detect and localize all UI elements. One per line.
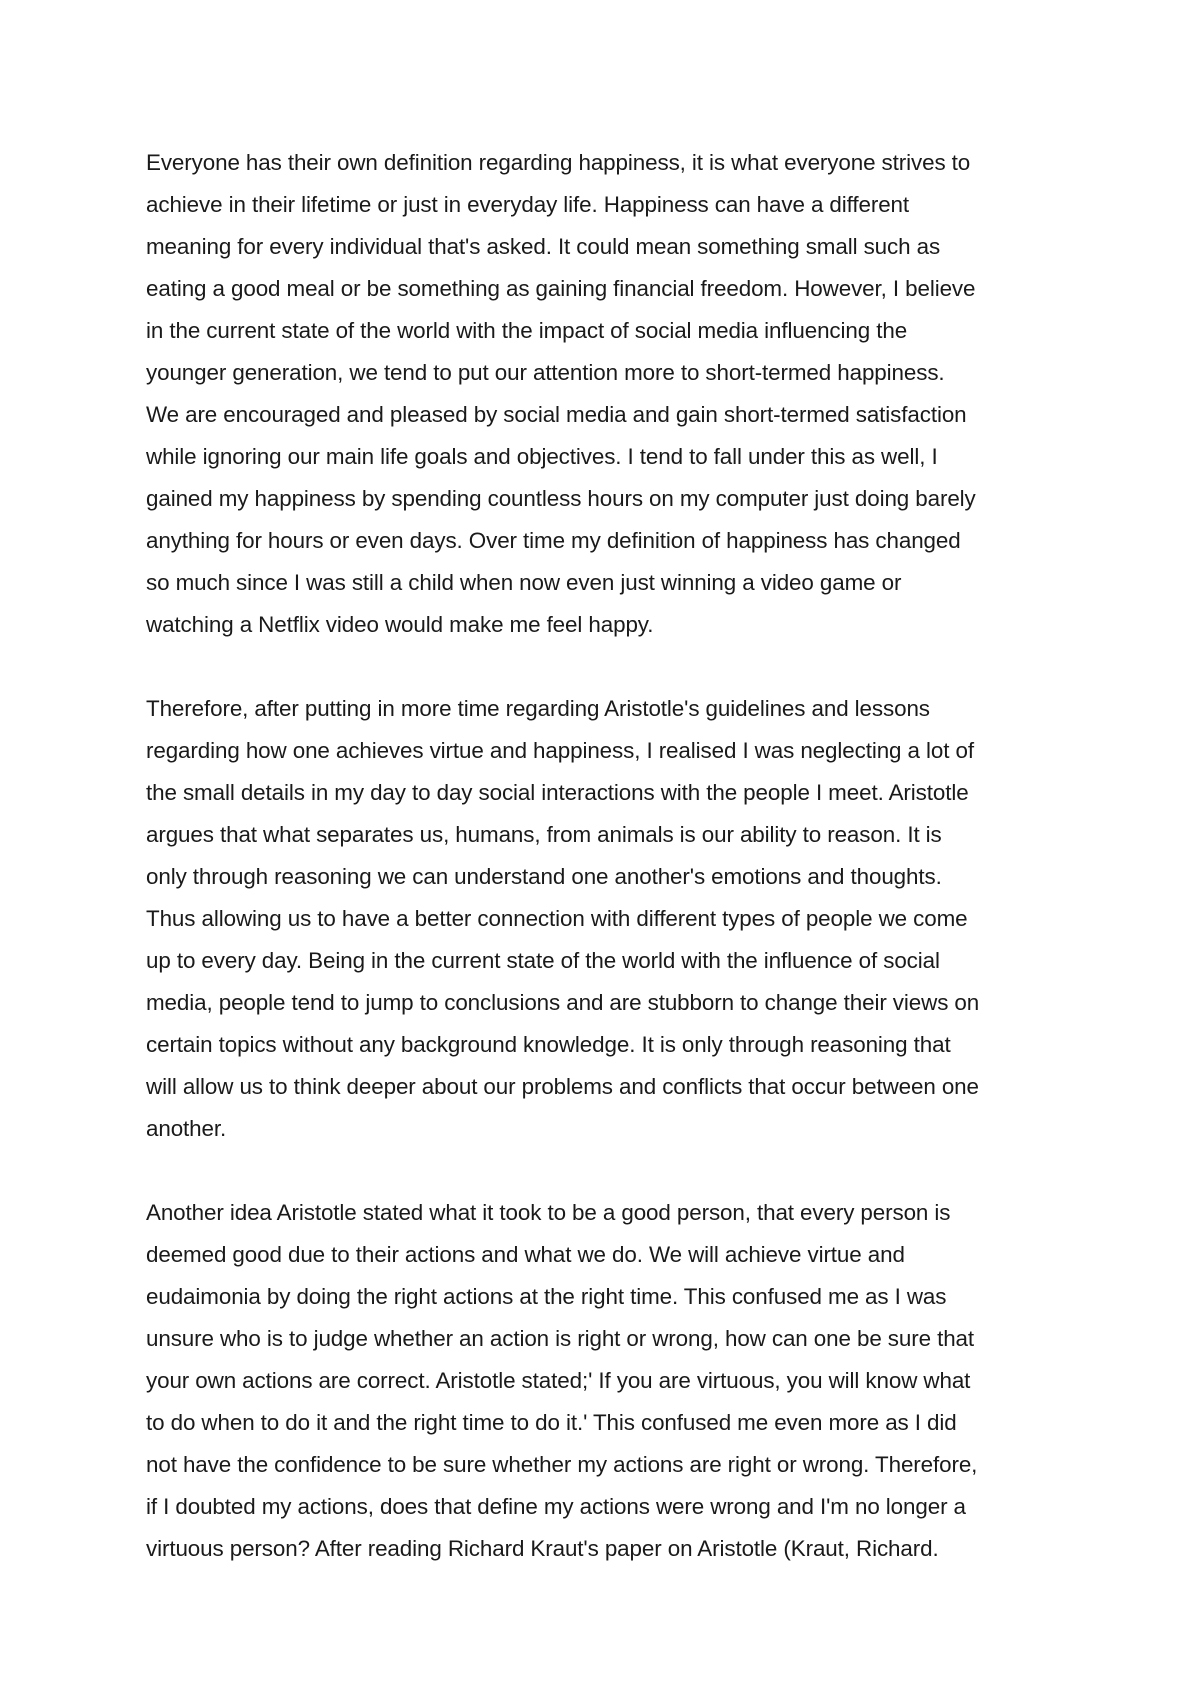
text-line: will allow us to think deeper about our problems and conflicts that occur between one bbox=[146, 1074, 979, 1099]
paragraph-2 bbox=[146, 688, 1076, 1150]
document-body bbox=[146, 142, 1076, 1612]
text-line: your own actions are correct. Aristotle stated;' If you are virtuous, you will know what bbox=[146, 1368, 971, 1393]
text-line: in the current state of the world with the impact of social media influencing the bbox=[146, 318, 908, 343]
text-line: regarding how one achieves virtue and happiness, I realised I was neglecting a lot of bbox=[146, 738, 974, 763]
text-line: Everyone has their own definition regarding happiness, it is what everyone strives to bbox=[146, 150, 971, 175]
text-line: Therefore, after putting in more time regarding Aristotle's guidelines and lessons bbox=[146, 696, 930, 721]
text-line: deemed good due to their actions and what we do. We will achieve virtue and bbox=[146, 1242, 905, 1267]
paragraph-3 bbox=[146, 1192, 1076, 1570]
text-line: anything for hours or even days. Over time my definition of happiness has changed bbox=[146, 528, 961, 553]
text-line: if I doubted my actions, does that define my actions were wrong and I'm no longer a bbox=[146, 1494, 966, 1519]
text-line: watching a Netflix video would make me feel happy. bbox=[146, 612, 654, 637]
text-line: eudaimonia by doing the right actions at the right time. This confused me as I was bbox=[146, 1284, 947, 1309]
text-line: gained my happiness by spending countless hours on my computer just doing barely bbox=[146, 486, 976, 511]
text-line: virtuous person? After reading Richard Kraut's paper on Aristotle (Kraut, Richard. bbox=[146, 1536, 939, 1561]
text-line: only through reasoning we can understand one another's emotions and thoughts. bbox=[146, 864, 942, 889]
text-line: to do when to do it and the right time to do it.' This confused me even more as I did bbox=[146, 1410, 957, 1435]
text-line: another. bbox=[146, 1116, 227, 1141]
text-line: We are encouraged and pleased by social media and gain short-termed satisfaction bbox=[146, 402, 967, 427]
text-line: media, people tend to jump to conclusions and are stubborn to change their views on bbox=[146, 990, 980, 1015]
text-line: Thus allowing us to have a better connection with different types of people we come bbox=[146, 906, 968, 931]
text-line: so much since I was still a child when now even just winning a video game or bbox=[146, 570, 902, 595]
text-line: younger generation, we tend to put our attention more to short-termed happiness. bbox=[146, 360, 945, 385]
text-line: unsure who is to judge whether an action is right or wrong, how can one be sure that bbox=[146, 1326, 975, 1351]
text-line: Another idea Aristotle stated what it took to be a good person, that every person is bbox=[146, 1200, 951, 1225]
text-line: eating a good meal or be something as gaining financial freedom. However, I believe bbox=[146, 276, 976, 301]
text-line: argues that what separates us, humans, from animals is our ability to reason. It is bbox=[146, 822, 942, 847]
text-line: the small details in my day to day social interactions with the people I meet. Aristotle bbox=[146, 780, 969, 805]
text-line: achieve in their lifetime or just in everyday life. Happiness can have a different bbox=[146, 192, 910, 217]
text-line: up to every day. Being in the current state of the world with the influence of social bbox=[146, 948, 940, 973]
text-line: while ignoring our main life goals and objectives. I tend to fall under this as well, I bbox=[146, 444, 938, 469]
text-line: certain topics without any background knowledge. It is only through reasoning that bbox=[146, 1032, 951, 1057]
paragraph-1 bbox=[146, 142, 1076, 646]
text-line: meaning for every individual that's asked. It could mean something small such as bbox=[146, 234, 941, 259]
text-line: not have the confidence to be sure whether my actions are right or wrong. Therefore, bbox=[146, 1452, 978, 1477]
